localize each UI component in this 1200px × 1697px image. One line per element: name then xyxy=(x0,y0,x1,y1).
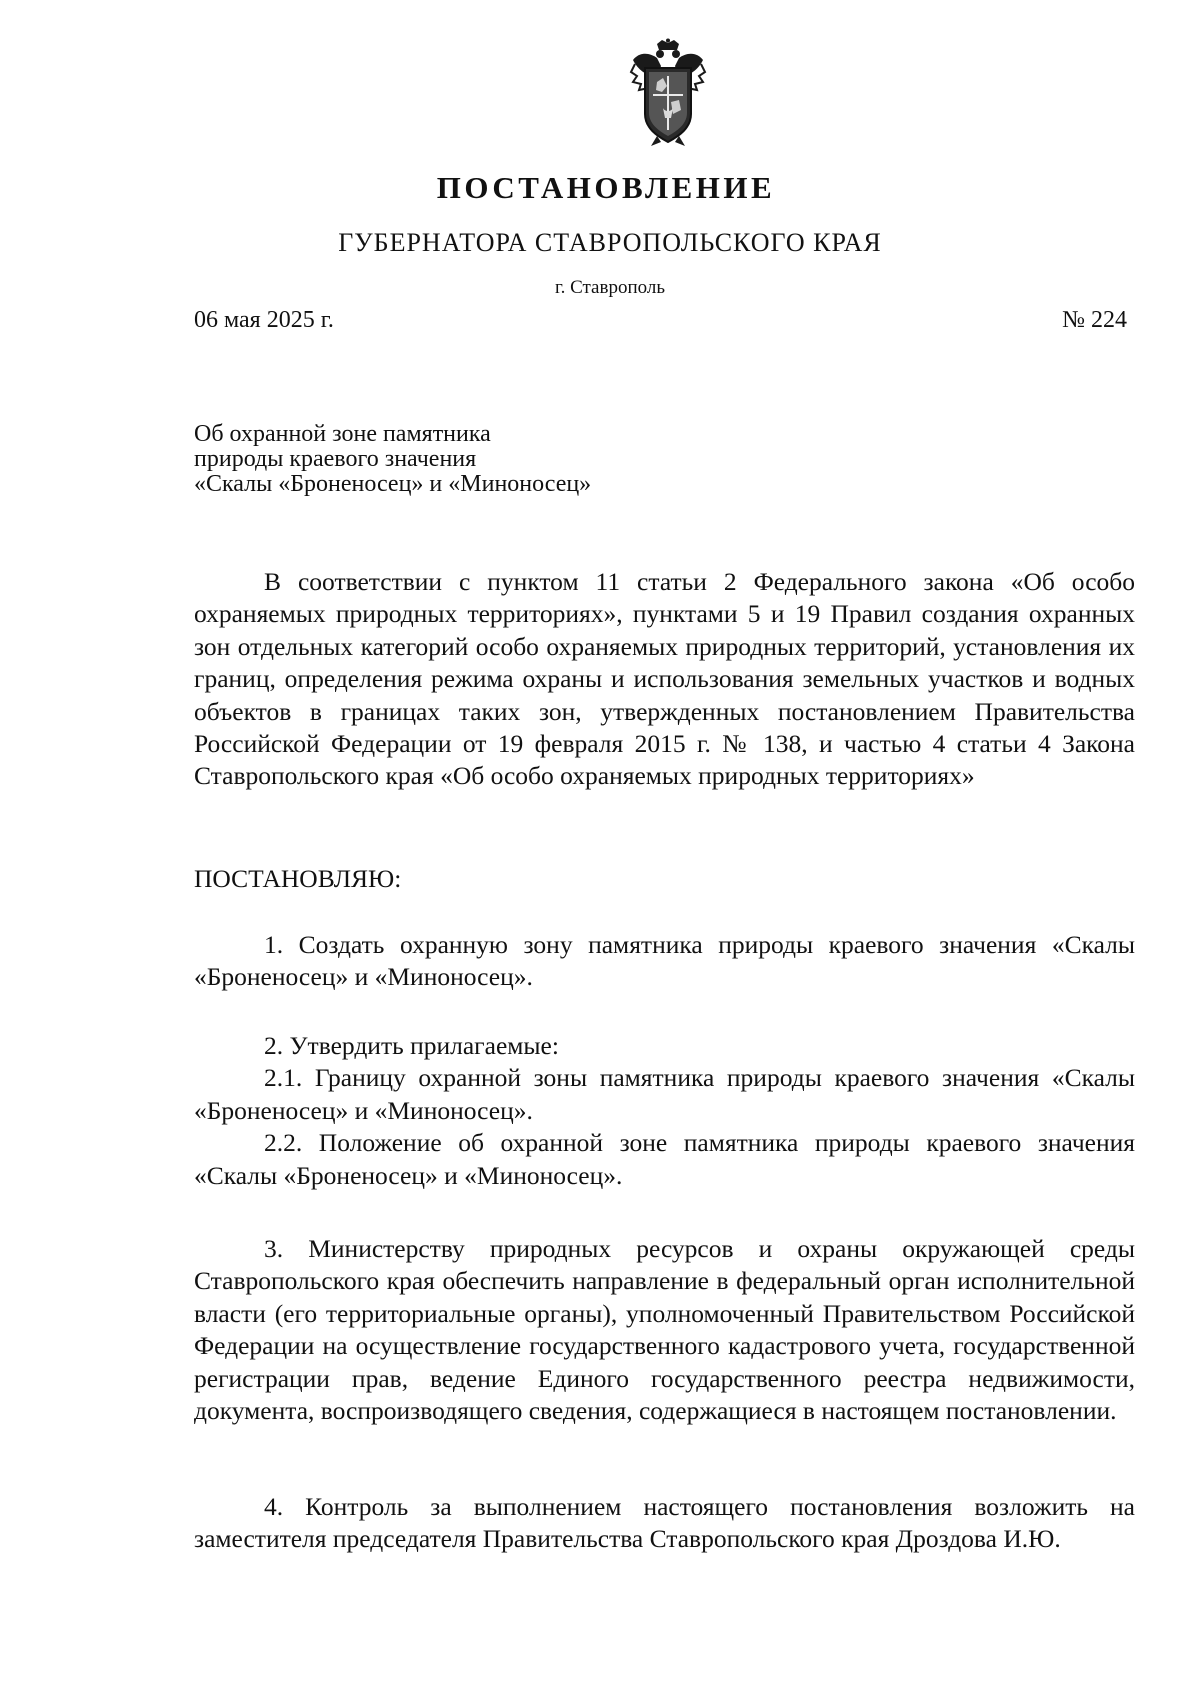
subject-line: «Скалы «Броненосец» и «Миноносец» xyxy=(194,471,592,497)
item-1-section xyxy=(194,929,1135,994)
preamble-section xyxy=(194,566,1135,793)
item-2-1-paragraph: 2.1. Границу охранной зоны памятника природы краевого значения «Скалы «Броненосец» и «Миноносец». xyxy=(194,1063,1135,1125)
item-4-section xyxy=(194,1491,1135,1556)
item-2-paragraph: 2. Утвердить прилагаемые: xyxy=(264,1031,559,1060)
coat-of-arms-icon xyxy=(627,38,709,148)
document-subject xyxy=(194,422,591,497)
decree-section xyxy=(194,863,1135,895)
document-number: № 224 xyxy=(1062,307,1127,333)
document-date: 06 мая 2025 г. xyxy=(194,307,334,333)
item-4-paragraph: 4. Контроль за выполнением настоящего постановления возложить на заместителя председателя Правительства Ставропольского края Дроздова И.Ю. xyxy=(194,1492,1135,1554)
item-1-paragraph: 1. Создать охранную зону памятника природы краевого значения «Скалы «Броненосец» и «Миноносец». xyxy=(194,930,1135,992)
document-city: г. Ставрополь xyxy=(554,277,666,298)
document-issuer: ГУБЕРНАТОРА СТАВРОПОЛЬСКОГО КРАЯ xyxy=(338,228,882,257)
document-title: ПОСТАНОВЛЕНИЕ xyxy=(436,170,776,205)
subject-line: природы краевого значения xyxy=(194,446,477,472)
preamble-paragraph: В соответствии с пунктом 11 статьи 2 Федерального закона «Об особо охраняемых природных территориях», пунктами 5 и 19 Правил создания охранных зон отдельных категорий особо охраняемых природных территорий, установления их границ, определения режима охраны и использования земельных участков и водных объектов в границах таких зон, утвержденных постановлением Правительства Российской Федерации от 19 февраля 2015 г. № 138, и частью 4 статьи 4 Закона Ставропольского края «Об особо охраняемых природных территориях» xyxy=(194,567,1135,791)
decree-word: ПОСТАНОВЛЯЮ: xyxy=(194,864,402,893)
subject-line: Об охранной зоне памятника xyxy=(194,421,491,447)
item-2-section xyxy=(194,1030,1135,1192)
item-3-paragraph: 3. Министерству природных ресурсов и охраны окружающей среды Ставропольского края обеспечить направление в федеральный орган исполнительной власти (его территориальные органы), уполномоченный Правительством Российской Федерации на осуществление государственного кадастрового учета, государственной регистрации прав, ведение Единого государственного реестра недвижимости, документа, воспроизводящего сведения, содержащиеся в настоящем постановлении. xyxy=(194,1234,1135,1426)
item-2-2-paragraph: 2.2. Положение об охранной зоне памятника природы краевого значения «Скалы «Броненосец» и «Миноносец». xyxy=(194,1128,1135,1190)
item-3-section xyxy=(194,1233,1135,1427)
